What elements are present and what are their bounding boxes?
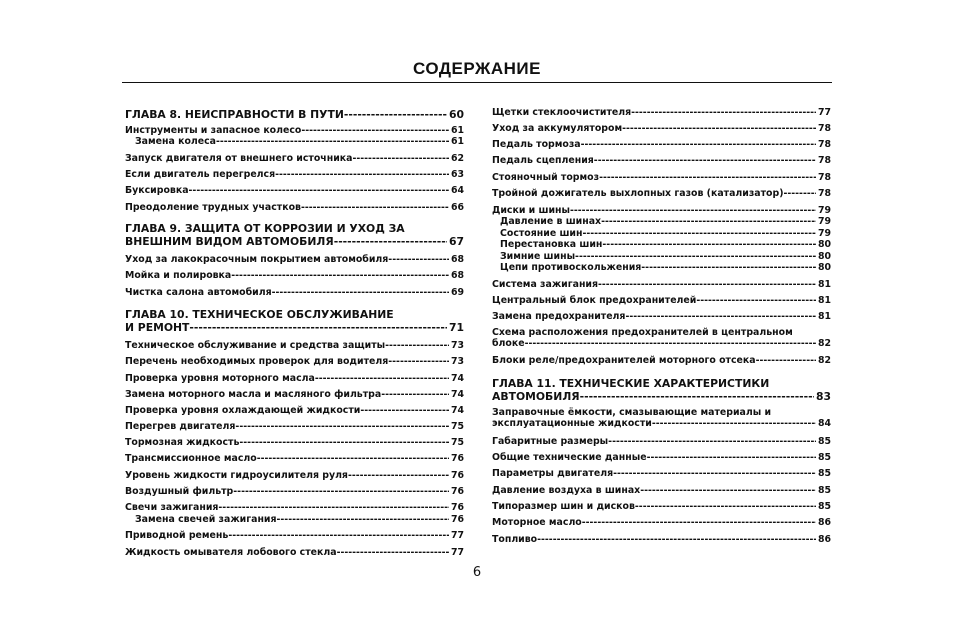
dot-leader (272, 287, 449, 298)
toc-entry-title: Зимние шины (500, 251, 576, 262)
toc-page-number: 76 (450, 453, 464, 464)
dot-leader (525, 338, 816, 349)
toc-page-number: 85 (817, 468, 831, 479)
toc-page-number: 76 (450, 470, 464, 481)
toc-entry-title: Мойка и полировка (125, 270, 232, 281)
toc-entry-title: Габаритные размеры (492, 436, 609, 447)
toc-page-number: 80 (817, 251, 831, 262)
toc-entry (492, 311, 831, 322)
toc-page-number: 67 (448, 235, 464, 248)
dot-leader (352, 153, 448, 164)
toc-page-number: 78 (817, 139, 831, 150)
toc-entry-title: Перечень необходимых проверок для водителя (125, 356, 389, 367)
toc-page-number: 79 (817, 205, 831, 216)
toc-entry (492, 188, 831, 199)
toc-entry-title: блоке (492, 338, 525, 349)
toc-page-number: 78 (817, 155, 831, 166)
toc-entry-title: Блоки реле/предохранителей моторного отсека (492, 355, 756, 366)
toc-entry (492, 228, 831, 239)
dot-leader (696, 295, 816, 306)
toc-page-number: 61 (450, 125, 464, 136)
dot-leader (315, 373, 449, 384)
toc-entry-title: эксплуатационные жидкости (492, 418, 652, 429)
dot-leader (189, 321, 447, 334)
toc-entry-title: Трансмиссионное масло (125, 453, 257, 464)
toc-page-number: 71 (448, 321, 464, 334)
toc-chapter-heading (492, 377, 831, 403)
toc-entry (492, 216, 831, 227)
toc-entry (492, 262, 831, 273)
toc-page-number: 74 (450, 389, 464, 400)
toc-entry (125, 169, 464, 180)
toc-entry (492, 205, 831, 216)
toc-entry-title: И РЕМОНТ (125, 321, 190, 334)
toc-entry (125, 514, 464, 525)
toc-entry (492, 485, 831, 496)
toc-entry (492, 501, 831, 512)
toc-entry (125, 405, 464, 416)
toc-entry-title: Преодоление трудных участков (125, 202, 301, 213)
toc-page-number: 66 (450, 202, 464, 213)
dot-leader (647, 452, 816, 463)
toc-entry-title: Центральный блок предохранителей (492, 295, 697, 306)
toc-page-number: 81 (817, 311, 831, 322)
toc-entry (125, 287, 464, 298)
toc-page-number: 78 (817, 123, 831, 134)
toc-page-number: 78 (817, 172, 831, 183)
toc-entry-title: ВНЕШНИМ ВИДОМ АВТОМОБИЛЯ (125, 235, 334, 248)
toc-page-number: 62 (450, 153, 464, 164)
dot-leader (275, 169, 449, 180)
toc-entry (492, 251, 831, 262)
toc-entry (492, 534, 831, 545)
dot-leader (228, 530, 449, 541)
dot-leader (635, 501, 816, 512)
toc-entry-title: Замена колеса (135, 136, 216, 147)
toc-entry-title: Стояночный тормоз (492, 172, 600, 183)
toc-page-number: 81 (817, 295, 831, 306)
toc-entry (125, 136, 464, 147)
toc-entry-title: Если двигатель перегрелся (125, 169, 276, 180)
toc-entry-title: Воздушный фильтр (125, 486, 234, 497)
dot-leader (537, 534, 816, 545)
toc-page-number: 60 (448, 108, 464, 121)
dot-leader (581, 139, 816, 150)
toc-entry-title: Перегрев двигателя (125, 421, 236, 432)
toc-entry-title: Моторное масло (492, 517, 582, 528)
dot-leader (575, 251, 816, 262)
toc-page-number: 85 (817, 485, 831, 496)
toc-page-number: 63 (450, 169, 464, 180)
dot-leader (602, 239, 816, 250)
toc-entry-title: Замена моторного масла и масляного фильтра (125, 389, 382, 400)
dot-leader (277, 514, 449, 525)
dot-leader (235, 421, 449, 432)
dot-leader (594, 155, 816, 166)
toc-page-number: 76 (450, 486, 464, 497)
toc-page-number: 86 (817, 534, 831, 545)
toc-entry (125, 202, 464, 213)
toc-entry (492, 452, 831, 463)
toc-entry (125, 437, 464, 448)
dot-leader (608, 436, 816, 447)
dot-leader (239, 437, 449, 448)
toc-entry (492, 295, 831, 306)
toc-page-number: 82 (817, 338, 831, 349)
toc-entry-title: Тормозная жидкость (125, 437, 240, 448)
toc-entry-title: Приводной ремень (125, 530, 229, 541)
dot-leader (301, 125, 449, 136)
toc-entry-title: Тройной дожигатель выхлопных газов (катализатор) (492, 188, 784, 199)
dot-leader (216, 136, 449, 147)
toc-entry-title: Замена предохранителя (492, 311, 626, 322)
dot-leader (756, 355, 816, 366)
toc-entry (492, 172, 831, 183)
toc-entry-title: Техническое обслуживание и средства защиты (125, 340, 386, 351)
toc-entry (492, 355, 831, 366)
toc-entry-title: Буксировка (125, 185, 189, 196)
toc-page-number: 78 (817, 188, 831, 199)
toc-entry-title: Состояние шин (500, 228, 583, 239)
dot-leader (599, 172, 816, 183)
toc-entry-title: Параметры двигателя (492, 468, 614, 479)
dot-leader (337, 547, 449, 558)
toc-entry-title: Давление воздуха в шинах (492, 485, 641, 496)
toc-entry (492, 239, 831, 250)
toc-page-number: 81 (817, 279, 831, 290)
toc-page-number: 69 (450, 287, 464, 298)
toc-page-number: 74 (450, 405, 464, 416)
toc-page-number: 77 (450, 530, 464, 541)
toc-entry-title: ГЛАВА 10. ТЕХНИЧЕСКОЕ ОБСЛУЖИВАНИЕ (125, 308, 394, 321)
toc-entry (125, 486, 464, 497)
toc-chapter-heading (125, 308, 464, 334)
toc-entry-title: Педаль сцепления (492, 155, 594, 166)
toc-entry-title: Система зажигания (492, 279, 599, 290)
toc-page-number: 76 (450, 514, 464, 525)
toc-entry (125, 389, 464, 400)
toc-page-number: 80 (817, 239, 831, 250)
dot-leader (582, 517, 816, 528)
toc-entry (492, 517, 831, 528)
toc-entry-title: ГЛАВА 11. ТЕХНИЧЕСКИЕ ХАРАКТЕРИСТИКИ (492, 377, 770, 390)
dot-leader (385, 340, 449, 351)
toc-entry-title: Педаль тормоза (492, 139, 581, 150)
toc-entry (125, 356, 464, 367)
toc-chapter-heading (125, 222, 464, 248)
toc-chapter-heading (125, 108, 464, 121)
dot-leader (652, 418, 816, 429)
dot-leader (348, 470, 449, 481)
dot-leader (613, 468, 816, 479)
toc-page-number: 79 (817, 228, 831, 239)
dot-leader (233, 486, 449, 497)
toc-entry-title: Замена свечей зажигания (135, 514, 277, 525)
toc-entry (125, 153, 464, 164)
toc-page-number: 61 (450, 136, 464, 147)
toc-entry (125, 270, 464, 281)
dot-leader (631, 107, 816, 118)
toc-entry (125, 470, 464, 481)
toc-page-number: 75 (450, 421, 464, 432)
toc-page-number: 84 (817, 418, 831, 429)
toc-page-number: 80 (817, 262, 831, 273)
toc-entry-title: Запуск двигателя от внешнего источника (125, 153, 353, 164)
dot-leader (582, 228, 816, 239)
toc-page-number: 73 (450, 340, 464, 351)
toc-entry-title: ГЛАВА 8. НЕИСПРАВНОСТИ В ПУТИ (125, 108, 344, 121)
toc-entry-title: Давление в шинах (500, 216, 602, 227)
toc-entry (125, 530, 464, 541)
toc-entry-title: Чистка салона автомобиля (125, 287, 272, 298)
toc-entry-title: Перестановка шин (500, 239, 603, 250)
toc-entry (125, 453, 464, 464)
toc-page-number: 74 (450, 373, 464, 384)
toc-entry (492, 407, 831, 429)
toc-entry-title: Жидкость омывателя лобового стекла (125, 547, 337, 558)
toc-entry-title: Проверка уровня моторного масла (125, 373, 315, 384)
title-rule (122, 82, 832, 83)
toc-entry-title: Инструменты и запасное колесо (125, 125, 302, 136)
toc-entry (492, 155, 831, 166)
dot-leader (598, 279, 816, 290)
toc-page-number: 68 (450, 270, 464, 281)
toc-entry-title: Типоразмер шин и дисков (492, 501, 635, 512)
toc-page-number: 68 (450, 254, 464, 265)
dot-leader (301, 202, 449, 213)
dot-leader (360, 405, 449, 416)
dot-leader (388, 356, 449, 367)
toc-entry (125, 125, 464, 136)
toc-entry (492, 123, 831, 134)
toc-entry-title: Уровень жидкости гидроусилителя руля (125, 470, 348, 481)
dot-leader (625, 311, 816, 322)
toc-entry (125, 502, 464, 513)
toc-page-number: 85 (817, 452, 831, 463)
toc-entry-title: Щетки стеклоочистителя (492, 107, 632, 118)
toc-page-number: 83 (815, 390, 831, 403)
toc-page-number: 85 (817, 501, 831, 512)
toc-entry (125, 254, 464, 265)
dot-leader (231, 270, 449, 281)
toc-entry (492, 279, 831, 290)
toc-entry (125, 421, 464, 432)
toc-page-number: 85 (817, 436, 831, 447)
toc-entry-title: Уход за лакокрасочным покрытием автомобиля (125, 254, 389, 265)
dot-leader (388, 254, 449, 265)
toc-entry (125, 340, 464, 351)
toc-page-number: 73 (450, 356, 464, 367)
toc-page-number: 82 (817, 355, 831, 366)
toc-entry-title: Уход за аккумулятором (492, 123, 623, 134)
dot-leader (334, 235, 447, 248)
toc-page-number: 64 (450, 185, 464, 196)
toc-page-number: 76 (450, 502, 464, 513)
toc-entry-title: ГЛАВА 9. ЗАЩИТА ОТ КОРРОЗИИ И УХОД ЗА (125, 222, 405, 235)
toc-entry (125, 185, 464, 196)
toc-entry (492, 107, 831, 118)
dot-leader (344, 108, 447, 121)
dot-leader (580, 390, 814, 403)
dot-leader (189, 185, 449, 196)
toc-entry-title: Диски и шины (492, 205, 570, 216)
toc-entry-title: Заправочные ёмкости, смазывающие материалы и (492, 407, 772, 418)
toc-page-number: 79 (817, 216, 831, 227)
toc-entry (125, 373, 464, 384)
toc-entry-title: Свечи зажигания (125, 502, 219, 513)
toc-entry-title: Цепи противоскольжения (500, 262, 642, 273)
dot-leader (783, 188, 815, 199)
dot-leader (641, 262, 816, 273)
toc-page-number: 77 (450, 547, 464, 558)
page-title: СОДЕРЖАНИЕ (413, 59, 541, 78)
dot-leader (257, 453, 449, 464)
dot-leader (622, 123, 816, 134)
dot-leader (381, 389, 449, 400)
toc-entry-title: АВТОМОБИЛЯ (492, 390, 580, 403)
toc-entry-title: Проверка уровня охлаждающей жидкости (125, 405, 361, 416)
page-number: 6 (472, 565, 482, 580)
dot-leader (640, 485, 816, 496)
toc-entry-title: Общие технические данные (492, 452, 647, 463)
toc-page-number: 75 (450, 437, 464, 448)
dot-leader (218, 502, 449, 513)
toc-entry-title: Топливо (492, 534, 538, 545)
dot-leader (570, 205, 816, 216)
toc-entry (492, 468, 831, 479)
dot-leader (601, 216, 816, 227)
toc-page-number: 86 (817, 517, 831, 528)
toc-entry (492, 139, 831, 150)
toc-page-number: 77 (817, 107, 831, 118)
toc-entry (125, 547, 464, 558)
toc-entry-title: Схема расположения предохранителей в центральном (492, 327, 793, 338)
toc-entry (492, 327, 831, 349)
toc-entry (492, 436, 831, 447)
